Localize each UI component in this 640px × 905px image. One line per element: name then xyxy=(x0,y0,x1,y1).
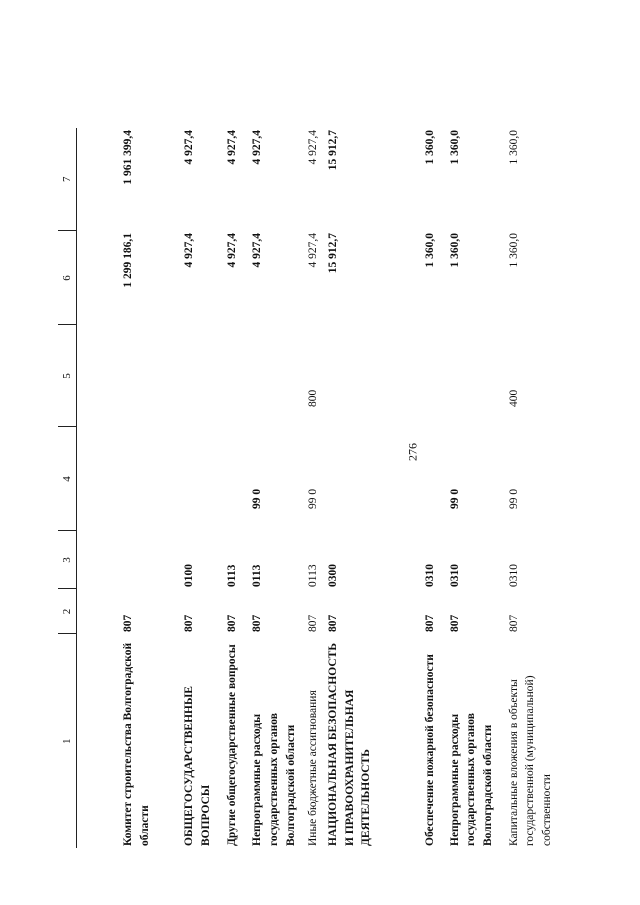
row-sum-6: 4 927,4 xyxy=(225,233,238,268)
row-sum-6: 4 927,4 xyxy=(251,233,264,268)
row-sum-7: 4 927,4 xyxy=(183,130,196,165)
row-name: Обеспечение пожарной безопасности xyxy=(424,654,437,846)
row-name: Иные бюджетные ассигнования xyxy=(307,690,320,846)
row-code: 807 xyxy=(307,614,320,632)
table-row xyxy=(439,128,497,848)
row-vid xyxy=(215,325,241,427)
table-row xyxy=(299,128,322,848)
row-vid xyxy=(322,325,375,427)
row-sum-6: 1 360,0 xyxy=(507,233,520,268)
row-code: 807 xyxy=(507,614,520,632)
row-sum-7: 15 912,7 xyxy=(327,130,340,171)
row-sum-7: 1 360,0 xyxy=(424,130,437,165)
row-name: НАЦИОНАЛЬНАЯ БЕЗОПАСНОСТЬ И ПРАВООХРАНИТЕЛЬНАЯ ДЕЯТЕЛЬНОСТЬ xyxy=(327,643,373,846)
row-vid xyxy=(77,325,154,427)
row-vid: 800 xyxy=(307,389,320,407)
header-col-3: 3 xyxy=(58,531,77,589)
budget-table-rotated xyxy=(58,128,608,848)
row-article xyxy=(77,427,154,531)
table-row xyxy=(240,128,299,848)
row-sum-6: 4 927,4 xyxy=(307,233,320,268)
row-vid xyxy=(153,325,214,427)
row-sum-7: 1 360,0 xyxy=(448,130,461,165)
row-code: 807 xyxy=(327,614,340,632)
row-sum-6: 1 299 186,1 xyxy=(122,233,134,288)
row-article xyxy=(322,427,375,531)
row-name: Комитет строительства Волгоградской области xyxy=(122,642,151,846)
table-row xyxy=(77,128,154,848)
table-row xyxy=(322,128,375,848)
row-section: 0300 xyxy=(327,564,340,587)
row-article xyxy=(375,427,439,531)
row-name: Другие общегосударственные вопросы xyxy=(225,644,238,846)
page-number: 276 xyxy=(405,443,420,461)
row-sum-7: 4 927,4 xyxy=(225,130,238,165)
row-vid xyxy=(375,325,439,427)
row-sum-6: 4 927,4 xyxy=(183,233,196,268)
row-section: 0113 xyxy=(225,564,238,587)
row-code: 807 xyxy=(424,614,437,632)
row-vid xyxy=(439,325,497,427)
header-row xyxy=(58,128,77,848)
budget-table xyxy=(58,128,556,848)
row-sum-7: 4 927,4 xyxy=(307,130,320,165)
row-code: 807 xyxy=(122,614,134,632)
row-section: 0310 xyxy=(507,564,520,587)
row-section: 0113 xyxy=(307,564,320,587)
header-col-2: 2 xyxy=(58,589,77,634)
row-section: 0310 xyxy=(448,564,461,587)
row-sum-6: 1 360,0 xyxy=(424,233,437,268)
row-vid xyxy=(240,325,299,427)
row-name: ОБЩЕГОСУДАРСТВЕННЫЕ ВОПРОСЫ xyxy=(183,686,213,846)
row-article: 99 0 xyxy=(307,488,320,509)
row-sum-7: 1 961 399,4 xyxy=(122,130,134,185)
row-section xyxy=(77,531,154,589)
row-article xyxy=(215,427,241,531)
row-code: 807 xyxy=(448,614,461,632)
row-sum-7: 1 360,0 xyxy=(507,130,520,165)
row-vid: 400 xyxy=(507,389,520,407)
row-sum-6: 15 912,7 xyxy=(327,233,340,274)
row-code: 807 xyxy=(251,614,264,632)
header-col-6: 6 xyxy=(58,231,77,325)
row-section: 0113 xyxy=(251,564,264,587)
table-row xyxy=(497,128,556,848)
row-name: Непрограммные расходы государственных органов Волгоградской области xyxy=(251,713,297,846)
table-row xyxy=(153,128,214,848)
row-sum-6: 1 360,0 xyxy=(448,233,461,268)
row-name: Непрограммные расходы государственных органов Волгоградской области xyxy=(448,713,495,846)
header-col-1: 1 xyxy=(58,634,77,848)
row-section: 0100 xyxy=(183,564,196,587)
row-name: Капитальные вложения в объекты государственной (муниципальной) собственности xyxy=(507,675,554,846)
header-col-4: 4 xyxy=(58,427,77,531)
row-sum-7: 4 927,4 xyxy=(251,130,264,165)
row-article: 99 0 xyxy=(448,488,461,509)
row-article xyxy=(153,427,214,531)
header-col-5: 5 xyxy=(58,325,77,427)
header-col-7: 7 xyxy=(58,128,77,231)
row-article: 99 0 xyxy=(251,488,264,509)
row-code: 807 xyxy=(183,614,196,632)
row-section: 0310 xyxy=(424,564,437,587)
table-row xyxy=(215,128,241,848)
table-row xyxy=(375,128,439,848)
row-article: 99 0 xyxy=(507,488,520,509)
row-code: 807 xyxy=(225,614,238,632)
